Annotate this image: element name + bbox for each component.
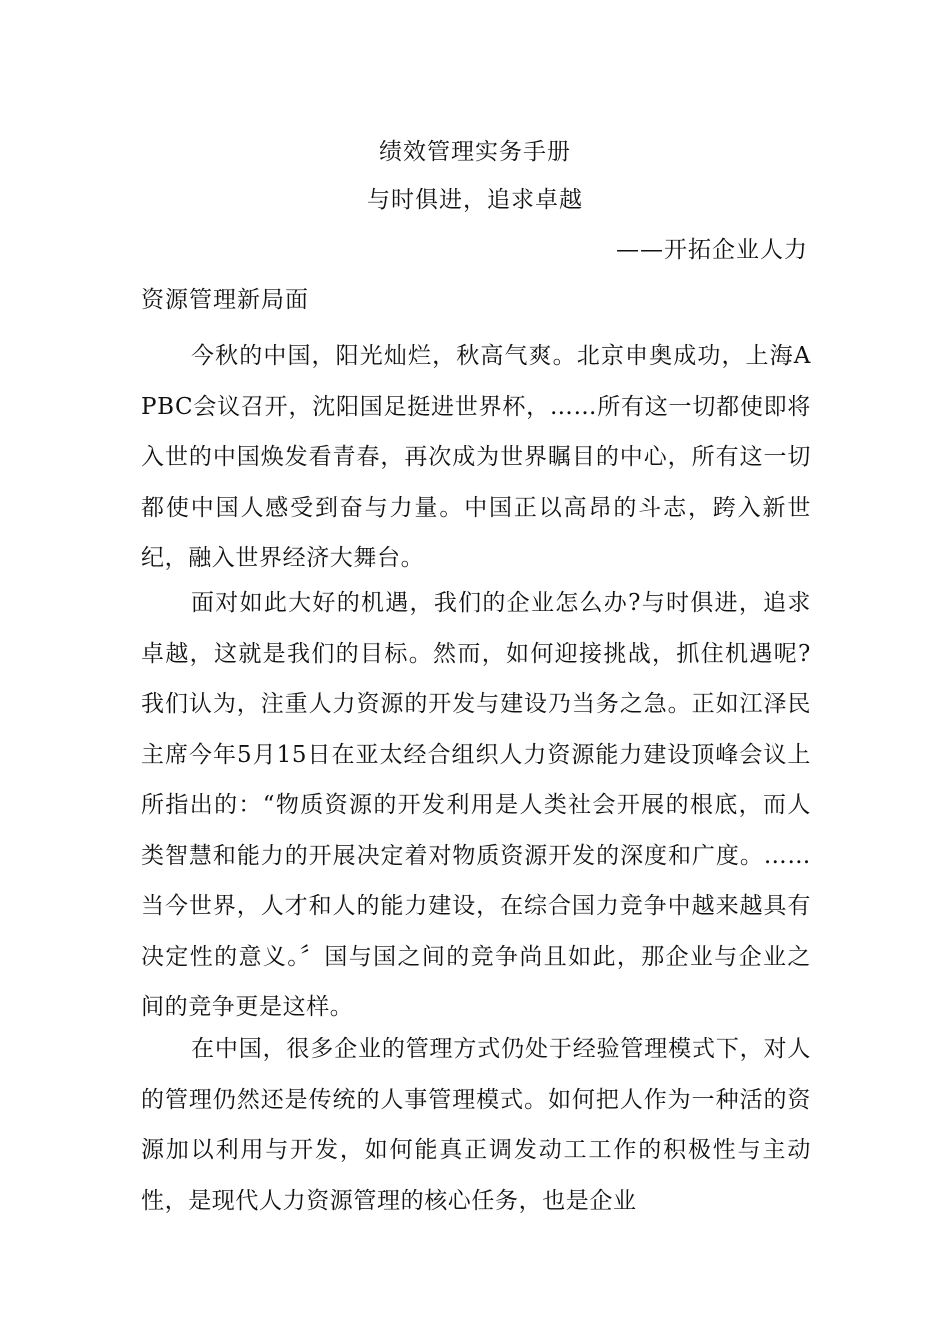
body-paragraph-2: 面对如此大好的机遇，我们的企业怎么办?与时俱进，追求卓越，这就是我们的目标。然而，如何迎接挑战，抓住机遇呢?我们认为，注重人力资源的开发与建设乃当务之急。正如江泽民主席今年5月15日在亚太经合组织人力资源能力建设顶峰会议上所指出的：“物质资源的开发利用是人类社会开展的根底，而人类智慧和能力的开展决定着对物质资源开发的深度和广度。……当今世界，人才和人的能力建设，在综合国力竞争中越来越具有决定性的意义。〞国与国之间的竞争尚且如此，那企业与企业之间的竞争更是这样。 bbox=[141, 590, 811, 1020]
body-paragraph-1: 今秋的中国，阳光灿烂，秋高气爽。北京申奥成功，上海APBC会议召开，沈阳国足挺进世界杯，……所有这一切都使即将入世的中国焕发看青春，再次成为世界瞩目的中心，所有这一切都使中国人感受到奋与力量。中国正以高昂的斗志，跨入新世纪，融入世界经济大舞台。 bbox=[141, 343, 811, 571]
body-paragraph-3: 在中国，很多企业的管理方式仍处于经验管理模式下，对人的管理仍然还是传统的人事管理模式。如何把人作为一种活的资源加以利用与开发，如何能真正调发动工工作的积极性与主动性，是现代人力资源管理的核心任务，也是企业 bbox=[141, 1036, 811, 1214]
document-subtitle: 与时俱进，追求卓越 bbox=[367, 187, 583, 213]
document-title: 绩效管理实务手册 bbox=[379, 139, 571, 165]
byline-second-line: 资源管理新局面 bbox=[141, 287, 309, 313]
byline-first-line: ——开拓企业人力 bbox=[616, 237, 808, 263]
